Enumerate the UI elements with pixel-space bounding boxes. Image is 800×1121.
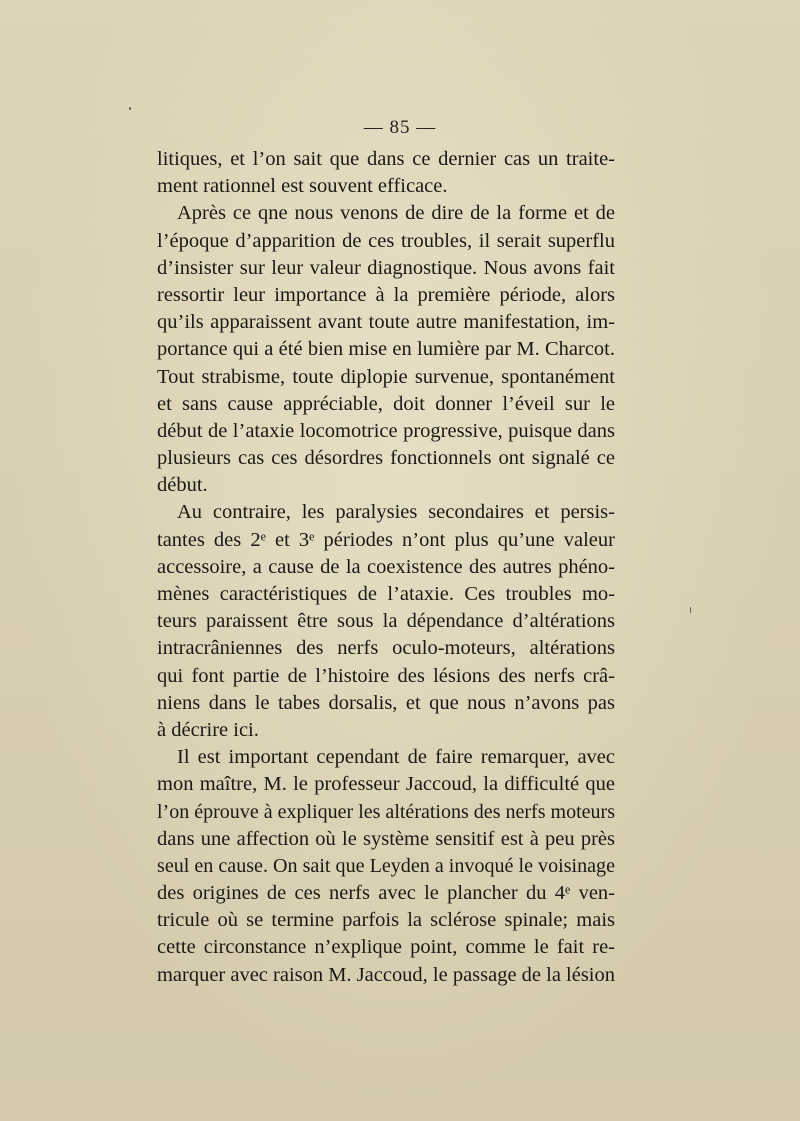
paper-speck — [690, 607, 691, 613]
text-line: ressortir leur importance à la première période, alors — [157, 283, 615, 306]
text-line: Au contraire, les paralysies secondaires et persis- — [177, 501, 615, 524]
text-line: marquer avec raison M. Jaccoud, le passage de la lésion — [157, 963, 615, 986]
paper-speck — [129, 107, 131, 110]
text-line: qu’ils apparaissent avant toute autre manifestation, im- — [157, 311, 615, 334]
page-number: — 85 — — [363, 117, 437, 138]
text-line: litiques, et l’on sait que dans ce dernier cas un traite- — [157, 148, 615, 170]
text-line: mon maître, M. le professeur Jaccoud, la difficulté que — [157, 773, 615, 796]
text-line: début de l’ataxie locomotrice progressive, puisque dans — [157, 419, 615, 442]
text-line: plusieurs cas ces désordres fonctionnels ont signalé ce — [157, 447, 615, 470]
text-line: portance qui a été bien mise en lumière par M. Charcot. — [157, 338, 615, 361]
text-line: accessoire, a cause de la coexistence des autres phéno- — [157, 555, 615, 578]
text-line: Après ce qne nous venons de dire de la forme et de — [177, 202, 615, 225]
text-line: niens dans le tabes dorsalis, et que nous n’avons pas — [157, 691, 615, 714]
text-line: ment rationnel est souvent efficace. — [157, 175, 448, 198]
text-line: et sans cause appréciable, doit donner l’éveil sur le — [157, 392, 615, 415]
text-line: seul en cause. On sait que Leyden a invoqué le voisinage — [157, 854, 615, 877]
text-line: dans une affection où le système sensitif est à peu près — [157, 827, 615, 850]
text-line: Tout strabisme, toute diplopie survenue, spontanément — [157, 365, 615, 388]
text-line: qui font partie de l’histoire des lésions des nerfs crâ- — [157, 664, 615, 687]
text-line: l’époque d’apparition de ces troubles, il serait superflu — [157, 229, 615, 252]
text-line: des origines de ces nerfs avec le plancher du 4ᵉ ven- — [157, 882, 615, 905]
text-line: teurs paraissent être sous la dépendance d’altérations — [157, 610, 615, 633]
text-line: tantes des 2ᵉ et 3ᵉ périodes n’ont plus qu’une valeur — [157, 528, 615, 551]
text-line: début. — [157, 474, 208, 497]
text-line: d’insister sur leur valeur diagnostique. Nous avons fait — [157, 256, 615, 279]
body-text — [157, 146, 615, 989]
text-line: l’on éprouve à expliquer les altérations des nerfs moteurs — [157, 800, 615, 823]
text-line: tricule où se termine parfois la sclérose spinale; mais — [157, 909, 615, 932]
text-line: cette circonstance n’explique point, comme le fait re- — [157, 936, 615, 959]
text-line: mènes caractéristiques de l’ataxie. Ces troubles mo- — [157, 583, 615, 605]
text-line: à décrire ici. — [157, 718, 259, 741]
text-line: intracrâniennes des nerfs oculo-moteurs, altérations — [157, 637, 615, 660]
text-line: Il est important cependant de faire remarquer, avec — [177, 746, 615, 769]
